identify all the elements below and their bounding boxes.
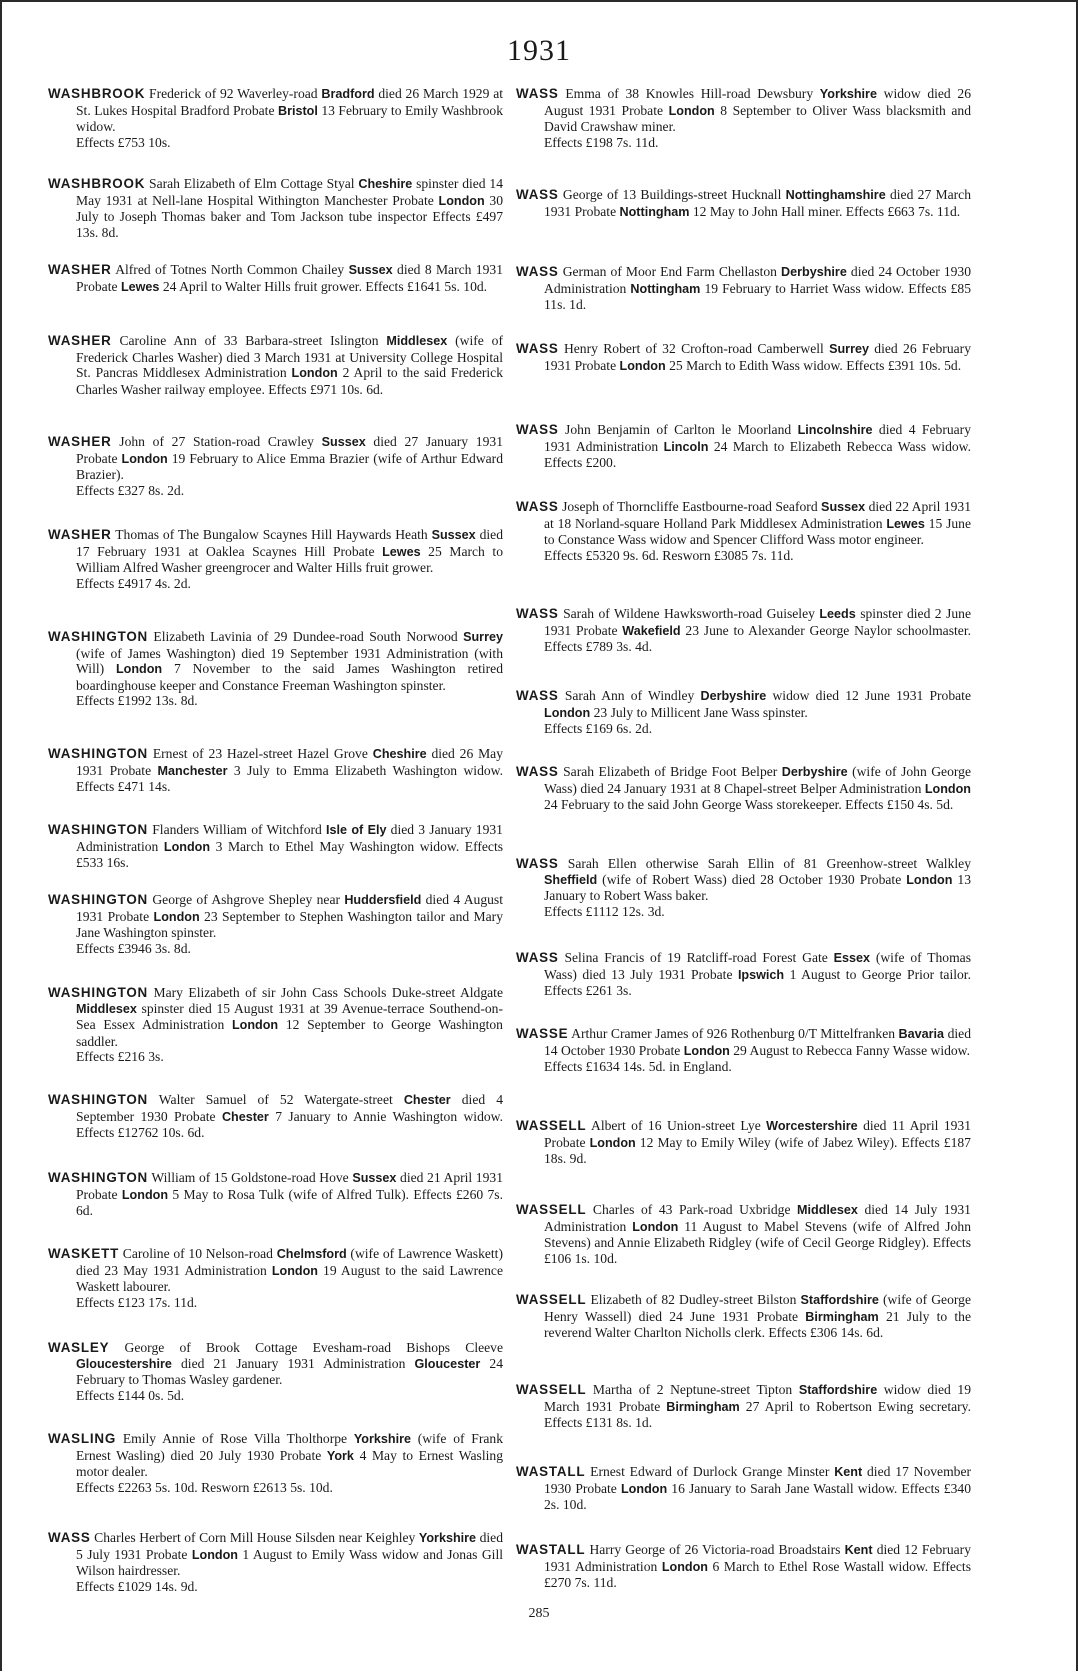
entry-place-name: Derbyshire <box>700 689 767 703</box>
entry-text: 4 May to Ernest Wasling motor dealer. <box>76 1447 503 1480</box>
entry-place-name: Lincoln <box>663 439 709 454</box>
entry-effects: Effects £1029 14s. 9d. <box>76 1578 198 1594</box>
entry-place-name: York <box>326 1448 354 1463</box>
entry-text: died 3 January 1931 Administration <box>76 822 503 854</box>
probate-entry <box>48 892 503 956</box>
entry-text: died 17 November 1930 Probate <box>544 1464 971 1496</box>
entry-text: 24 February to the said John George Wass storekeeper. Effects £150 4s. 5d. <box>544 797 954 813</box>
entry-text: (wife of Frank Ernest Wasling) died 20 July 1930 Probate <box>76 1431 503 1463</box>
entry-place-name: Essex <box>833 951 871 965</box>
entry-surname: WASS <box>516 499 559 514</box>
probate-entry <box>48 86 503 150</box>
entry-text: 6 March to Ethel Rose Wastall widow. Effects £270 7s. 11d. <box>544 1558 971 1591</box>
entry-text: (wife of Thomas Wass) died 13 July 1931 Probate <box>544 950 972 982</box>
probate-entry <box>48 629 503 709</box>
entry-text: 23 September to Stephen Washington tailor and Mary Jane Washington spinster. <box>76 908 503 941</box>
entry-text: German of Moor End Farm Chellaston <box>558 264 782 279</box>
entry-text: died 21 April 1931 Probate <box>76 1170 503 1202</box>
entry-text: 8 September to Oliver Wass blacksmith and David Crawshaw miner. <box>544 102 971 135</box>
probate-entry <box>516 264 971 313</box>
entry-text: died 17 February 1931 at Oaklea Scaynes Hill Probate <box>76 527 503 559</box>
entry-text: Joseph of Thorncliffe Eastbourne-road Seaford <box>558 499 822 514</box>
entry-surname: WASHINGTON <box>48 892 149 907</box>
entry-place-name: Bavaria <box>898 1027 945 1041</box>
entry-effects: Effects £2263 5s. 10d. Resworn £2613 5s. 10d. <box>76 1479 333 1495</box>
probate-entry <box>516 1382 971 1431</box>
entry-surname: WASS <box>516 264 559 279</box>
probate-entry <box>48 333 503 397</box>
probate-entry <box>48 1340 503 1403</box>
probate-entry <box>48 262 503 295</box>
entry-text: 21 July to the reverend Walter Charlton Nicholls clerk. Effects £306 14s. 6d. <box>544 1308 971 1341</box>
entry-text: Sarah Ellen otherwise Sarah Ellin of 81 Greenhow-street Walkley <box>558 856 971 871</box>
entry-place-name: London <box>632 1219 679 1234</box>
entry-surname: WASHER <box>48 434 112 449</box>
entry-text: Arthur Cramer James of 926 Rothenburg 0/T Mittelfranken <box>568 1026 899 1041</box>
entry-surname: WASTALL <box>516 1542 586 1557</box>
page-year-heading: 1931 <box>507 34 571 67</box>
entry-place-name: Cheshire <box>372 747 427 761</box>
entry-surname: WASTALL <box>516 1464 586 1479</box>
entry-place-name: Birmingham <box>805 1309 879 1324</box>
probate-entry <box>516 606 971 655</box>
entry-place-name: Sussex <box>821 500 866 514</box>
entry-text: died 26 May 1931 Probate <box>76 746 503 778</box>
entry-text: widow died 12 June 1931 Probate <box>766 688 971 703</box>
entry-place-name: London <box>924 781 971 796</box>
entry-place-name: Surrey <box>829 342 869 356</box>
entry-place-name: Chelmsford <box>276 1247 347 1261</box>
entry-text: 7 November to the said James Washington retired boardinghouse keeper and Constance Freeman Washington spinster. <box>76 661 503 693</box>
entry-text: 24 April to Walter Hills fruit grower. Effects £1641 5s. 10d. <box>159 278 488 294</box>
entry-place-name: London <box>589 1135 636 1150</box>
entry-text: died 27 January 1931 Probate <box>76 434 503 466</box>
probate-entry <box>48 434 503 498</box>
entry-surname: WASSELL <box>516 1202 587 1217</box>
entry-text: Alfred of Totnes North Common Chailey <box>111 262 349 277</box>
entry-text: George of Ashgrove Shepley near <box>148 892 345 907</box>
entry-text: 2 April to the said Frederick Charles Washer railway employee. Effects £971 10s. 6d. <box>76 365 503 397</box>
entry-place-name: Derbyshire <box>781 765 848 779</box>
entry-surname: WASS <box>516 688 559 703</box>
entry-place-name: London <box>153 909 200 924</box>
entry-surname: WASHER <box>48 333 112 348</box>
entry-surname: WASHINGTON <box>48 822 149 837</box>
entry-text: 25 March to William Alfred Washer greengrocer and Walter Hills fruit grower. <box>76 543 504 576</box>
entry-surname: WASSE <box>516 1026 569 1041</box>
entry-surname: WASS <box>516 422 559 437</box>
probate-entry <box>516 764 971 813</box>
entry-text: Charles of 43 Park-road Uxbridge <box>586 1202 798 1217</box>
entry-text: 24 February to Thomas Wasley gardener. <box>76 1355 503 1388</box>
entry-text: (wife of John George Wass) died 24 January 1931 at 8 Chapel-street Belper Administration <box>544 764 971 796</box>
entry-effects: Effects £1112 12s. 3d. <box>544 903 665 919</box>
entry-effects: Effects £169 6s. 2d. <box>544 721 653 737</box>
entry-text: died 14 July 1931 Administration <box>544 1202 971 1234</box>
entry-surname: WASHER <box>48 527 112 542</box>
entry-text: 3 March to Ethel May Washington widow. Effects £533 16s. <box>76 838 504 871</box>
entry-effects: Effects £327 8s. 2d. <box>76 482 185 498</box>
probate-entry <box>516 950 971 999</box>
entry-place-name: London <box>191 1547 239 1562</box>
entry-text: Flanders William of Witchford <box>148 822 327 837</box>
entry-text: Harry George of 26 Victoria-road Broadstairs <box>585 1542 845 1557</box>
entry-text: 13 February to Emily Washbrook widow. <box>76 102 503 135</box>
probate-entry <box>48 1246 503 1310</box>
entry-text: Emma of 38 Knowles Hill-road Dewsbury <box>558 86 820 101</box>
entry-surname: WASHINGTON <box>48 1170 149 1185</box>
entry-effects: Effects £1992 13s. 8d. <box>76 693 198 709</box>
entry-effects: Effects £198 7s. 11d. <box>544 134 659 150</box>
entry-text: Sarah Elizabeth of Elm Cottage Styal <box>145 176 359 191</box>
entry-place-name: London <box>544 705 591 720</box>
entry-text: 1 August to Emily Wass widow and Jonas Gill Wilson hairdresser. <box>76 1546 503 1579</box>
entry-text: 12 September to George Washington saddler. <box>76 1017 503 1049</box>
entry-surname: WASS <box>516 187 559 202</box>
entry-place-name: Middlesex <box>76 1001 137 1016</box>
entry-effects: Effects £5320 9s. 6d. Resworn £3085 7s. 11d. <box>544 547 794 563</box>
probate-entry <box>48 1530 503 1594</box>
entry-surname: WASHINGTON <box>48 629 149 644</box>
probate-entry <box>516 341 971 374</box>
entry-place-name: Bristol <box>277 103 318 118</box>
entry-text: died 14 October 1930 Probate <box>544 1026 971 1058</box>
entry-text: John Benjamin of Carlton le Moorland <box>558 422 798 437</box>
entry-place-name: Lewes <box>120 279 160 294</box>
entry-surname: WASLEY <box>48 1340 110 1355</box>
entry-text: 12 May to John Hall miner. Effects £663 7s. 11d. <box>689 203 961 219</box>
entry-text: Caroline of 10 Nelson-road <box>119 1246 277 1261</box>
entry-surname: WASHBROOK <box>48 176 146 191</box>
entry-text: died 11 April 1931 Probate <box>544 1118 972 1150</box>
entry-place-name: Manchester <box>157 763 228 778</box>
probate-entry <box>48 985 503 1065</box>
entry-text: 29 August to Rebecca Fanny Wasse widow. <box>729 1042 971 1058</box>
entry-place-name: Yorkshire <box>353 1432 412 1446</box>
entry-place-name: Chester <box>403 1093 451 1107</box>
entry-surname: WASS <box>516 606 559 621</box>
entry-place-name: London <box>906 872 953 887</box>
probate-entry <box>48 176 503 240</box>
probate-entry <box>516 1292 971 1341</box>
entry-place-name: Huddersfield <box>344 893 422 907</box>
entry-surname: WASSELL <box>516 1292 587 1307</box>
entry-text: widow died 26 August 1931 Probate <box>544 86 971 118</box>
entry-place-name: Leeds <box>819 607 856 621</box>
entry-surname: WASKETT <box>48 1246 120 1261</box>
entry-text: (wife of George Henry Wassell) died 24 June 1931 Probate <box>544 1292 971 1324</box>
entry-text: George of 13 Buildings-street Hucknall <box>558 187 786 202</box>
entry-text: John of 27 Station-road Crawley <box>111 434 322 449</box>
entry-text: Albert of 16 Union-street Lye <box>586 1118 767 1133</box>
entry-place-name: Surrey <box>463 630 503 644</box>
entry-place-name: London <box>668 103 715 118</box>
entry-place-name: Worcestershire <box>766 1119 858 1133</box>
entry-place-name: Sheffield <box>544 872 598 887</box>
entry-text: spinster died 14 May 1931 at Nell-lane Hospital Withington Manchester Probate <box>76 176 503 208</box>
entry-place-name: Cheshire <box>358 177 413 191</box>
entry-place-name: Kent <box>844 1543 873 1557</box>
entry-effects: Effects £216 3s. <box>76 1049 164 1065</box>
entry-text: died 26 March 1929 at St. Lukes Hospital Bradford Probate <box>76 86 504 118</box>
entry-place-name: Bradford <box>321 87 375 101</box>
entry-place-name: Staffordshire <box>800 1293 879 1307</box>
entry-text: 5 May to Rosa Tulk (wife of Alfred Tulk). Effects £260 7s. 6d. <box>76 1186 503 1219</box>
entry-surname: WASHBROOK <box>48 86 146 101</box>
entry-place-name: Middlesex <box>797 1203 858 1217</box>
probate-entry <box>516 1026 971 1075</box>
entry-text: 30 July to Joseph Thomas baker and Tom Jackson tube inspector Effects £497 13s. 8d. <box>76 192 503 240</box>
entry-text: 23 July to Millicent Jane Wass spinster. <box>590 704 808 720</box>
entry-text: 7 January to Annie Washington widow. Effects £12762 10s. 6d. <box>76 1108 503 1141</box>
entry-place-name: Sussex <box>431 528 476 542</box>
entry-text: Caroline Ann of 33 Barbara-street Islington <box>111 333 387 348</box>
entry-text: 12 May to Emily Wiley (wife of Jabez Wiley). Effects £187 18s. 9d. <box>544 1134 971 1167</box>
entry-place-name: London <box>121 1187 169 1202</box>
entry-place-name: Sussex <box>321 435 366 449</box>
entry-place-name: London <box>661 1559 708 1574</box>
entry-place-name: London <box>619 358 666 373</box>
entry-text: died 24 October 1930 Administration <box>544 264 972 296</box>
entry-text: Elizabeth Lavinia of 29 Dundee-road South Norwood <box>148 629 464 644</box>
entry-surname: WASS <box>516 341 559 356</box>
entry-text: Sarah Ann of Windley <box>558 688 701 703</box>
entry-text: 23 June to Alexander George Naylor schoolmaster. Effects £789 3s. 4d. <box>544 622 971 655</box>
entry-surname: WASS <box>516 86 559 101</box>
entry-place-name: London <box>291 366 338 381</box>
entry-place-name: London <box>231 1018 279 1033</box>
probate-entry <box>48 527 503 591</box>
entry-text: Ernest of 23 Hazel-street Hazel Grove <box>148 746 373 761</box>
entry-text: died 22 April 1931 at 18 Norland-square Holland Park Middlesex Administration <box>544 499 971 531</box>
entry-text: Sarah Elizabeth of Bridge Foot Belper <box>558 764 782 779</box>
entry-text: 15 June to Constance Wass widow and Spencer Clifford Wass motor engineer. <box>544 515 972 548</box>
entry-text: Walter Samuel of 52 Watergate-street <box>148 1092 404 1107</box>
entry-place-name: Middlesex <box>386 334 448 348</box>
entry-place-name: Staffordshire <box>798 1383 878 1397</box>
entry-place-name: Chester <box>221 1109 269 1124</box>
probate-entry <box>516 856 971 919</box>
entry-surname: WASHINGTON <box>48 746 149 761</box>
probate-entry <box>48 746 503 795</box>
entry-surname: WASSELL <box>516 1118 587 1133</box>
entry-surname: WASHINGTON <box>48 1092 149 1107</box>
entry-place-name: Wakefield <box>622 623 681 638</box>
entry-text: George of Brook Cottage Evesham-road Bishops Cleeve <box>109 1340 503 1355</box>
entry-place-name: Gloucestershire <box>76 1356 172 1371</box>
entry-text: 1 August to George Prior tailor. Effects £261 3s. <box>544 966 971 999</box>
probate-entry <box>48 1170 503 1219</box>
entry-place-name: London <box>121 451 168 466</box>
entry-text: Martha of 2 Neptune-street Tipton <box>586 1382 799 1397</box>
probate-entry <box>516 86 971 150</box>
probate-entry <box>48 822 503 871</box>
entry-text: Mary Elizabeth of sir John Cass Schools Duke-street Aldgate <box>148 985 503 1000</box>
entry-place-name: Lewes <box>382 544 421 559</box>
page-number: 285 <box>528 1606 550 1621</box>
entry-text: (wife of Lawrence Waskett) died 23 May 1931 Administration <box>76 1246 503 1278</box>
entry-effects: Effects £753 10s. <box>76 134 171 150</box>
probate-entry <box>48 1431 503 1495</box>
entry-text: 16 January to Sarah Jane Wastall widow. Effects £340 2s. 10d. <box>544 1480 971 1513</box>
entry-effects: Effects £4917 4s. 2d. <box>76 575 191 591</box>
entry-place-name: London <box>620 1481 668 1496</box>
entry-text: died 8 March 1931 Probate <box>76 262 503 294</box>
entry-place-name: Nottinghamshire <box>785 188 886 202</box>
entry-place-name: Nottingham <box>619 204 690 219</box>
entry-text: died 21 January 1931 Administration <box>171 1355 415 1371</box>
entry-text: 25 March to Edith Wass widow. Effects £391 10s. 5d. <box>665 357 962 373</box>
entry-text: 13 January to Robert Wass baker. <box>544 871 971 904</box>
entry-place-name: Lincolnshire <box>797 423 873 437</box>
entry-text: Charles Herbert of Corn Mill House Silsden near Keighley <box>90 1530 419 1545</box>
entry-text: spinster died 15 August 1931 at 39 Avenue-terrace Southend-on-Sea Essex Administration <box>76 1000 503 1033</box>
entry-text: 19 February to Harriet Wass widow. Effects £85 11s. 1d. <box>544 280 972 313</box>
entry-text: Henry Robert of 32 Crofton-road Camberwell <box>558 341 830 356</box>
entry-text: died 4 February 1931 Administration <box>544 422 971 454</box>
entry-place-name: Lewes <box>886 516 925 531</box>
entry-text: died 12 February 1931 Administration <box>544 1542 971 1574</box>
probate-entry <box>516 422 971 471</box>
probate-entry <box>516 1202 971 1266</box>
entry-text: Ernest Edward of Durlock Grange Minster <box>585 1464 835 1479</box>
entry-place-name: Yorkshire <box>418 1531 477 1545</box>
entry-surname: WASS <box>516 950 559 965</box>
entry-place-name: London <box>683 1043 730 1058</box>
entry-place-name: Isle of Ely <box>326 823 387 837</box>
entry-place-name: Birmingham <box>666 1399 740 1414</box>
entry-place-name: London <box>163 839 211 854</box>
probate-entry <box>516 1464 971 1513</box>
entry-text: 11 August to Mabel Stevens (wife of Alfred John Stevens) and Annie Elizabeth Ridgley (wife of Cecil George Ridgley). Effects £106 1s. 10d. <box>544 1218 971 1266</box>
entry-place-name: Gloucester <box>414 1356 481 1371</box>
entry-text: Emily Annie of Rose Villa Tholthorpe <box>116 1431 354 1446</box>
probate-entry <box>516 499 971 563</box>
entry-text: Sarah of Wildene Hawksworth-road Guiseley <box>558 606 820 621</box>
entry-text: spinster died 2 June 1931 Probate <box>544 606 971 638</box>
entry-place-name: Sussex <box>352 1171 397 1185</box>
probate-entry <box>516 1118 971 1167</box>
entry-text: died 4 August 1931 Probate <box>76 892 504 924</box>
entry-place-name: London <box>115 662 163 677</box>
entry-place-name: Derbyshire <box>781 265 847 279</box>
entry-text: Selina Francis of 19 Ratcliff-road Forest Gate <box>558 950 834 965</box>
entry-text: died 26 February 1931 Probate <box>544 341 971 373</box>
entry-effects: Effects £1634 14s. 5d. in England. <box>544 1059 732 1075</box>
entry-text: 19 August to the said Lawrence Waskett labourer. <box>76 1262 503 1295</box>
probate-entry <box>516 688 971 737</box>
entry-text: Thomas of The Bungalow Scaynes Hill Haywards Heath <box>111 527 432 542</box>
entry-text: Frederick of 92 Waverley-road <box>145 86 322 101</box>
entry-text: 3 July to Emma Elizabeth Washington widow. Effects £471 14s. <box>76 762 504 795</box>
entry-place-name: Sussex <box>348 263 393 277</box>
entry-place-name: Ipswich <box>737 967 785 982</box>
probate-entry <box>516 1542 971 1591</box>
entry-place-name: London <box>271 1263 319 1278</box>
entry-text: died 4 September 1930 Probate <box>76 1092 503 1124</box>
entry-surname: WASHER <box>48 262 112 277</box>
probate-entry <box>48 1092 503 1141</box>
entry-surname: WASS <box>516 764 559 779</box>
entry-text: (wife of Robert Wass) died 28 October 1930 Probate <box>597 871 907 887</box>
entry-surname: WASHINGTON <box>48 985 149 1000</box>
entry-place-name: Yorkshire <box>819 87 877 101</box>
entry-effects: Effects £3946 3s. 8d. <box>76 940 191 956</box>
entry-surname: WASSELL <box>516 1382 587 1397</box>
entry-text: died 5 July 1931 Probate <box>76 1530 503 1562</box>
entry-text: died 27 March 1931 Probate <box>544 187 971 219</box>
entry-surname: WASS <box>516 856 559 871</box>
entry-text: (wife of James Washington) died 19 September 1931 Administration (with Will) <box>76 645 503 677</box>
entry-place-name: Nottingham <box>630 281 701 296</box>
entry-text: 27 April to Robertson Ewing secretary. Effects £131 8s. 1d. <box>544 1398 971 1431</box>
entry-effects: Effects £123 17s. 11d. <box>76 1294 198 1310</box>
entry-text: Elizabeth of 82 Dudley-street Bilston <box>586 1292 801 1307</box>
entry-text: widow died 19 March 1931 Probate <box>544 1382 971 1414</box>
entry-surname: WASLING <box>48 1431 117 1446</box>
entry-text: (wife of Frederick Charles Washer) died 3 March 1931 at University College Hospital St. Pancras Middlesex Administration <box>76 333 503 381</box>
entry-place-name: Kent <box>834 1465 863 1479</box>
entry-text: William of 15 Goldstone-road Hove <box>148 1170 353 1185</box>
entry-text: 19 February to Alice Emma Brazier (wife of Arthur Edward Brazier). <box>76 450 503 483</box>
entry-place-name: London <box>438 193 485 208</box>
entry-text: 24 March to Elizabeth Rebecca Wass widow. Effects £200. <box>544 438 971 471</box>
probate-entry <box>516 187 971 220</box>
entry-surname: WASS <box>48 1530 91 1545</box>
entry-effects: Effects £144 0s. 5d. <box>76 1387 185 1403</box>
